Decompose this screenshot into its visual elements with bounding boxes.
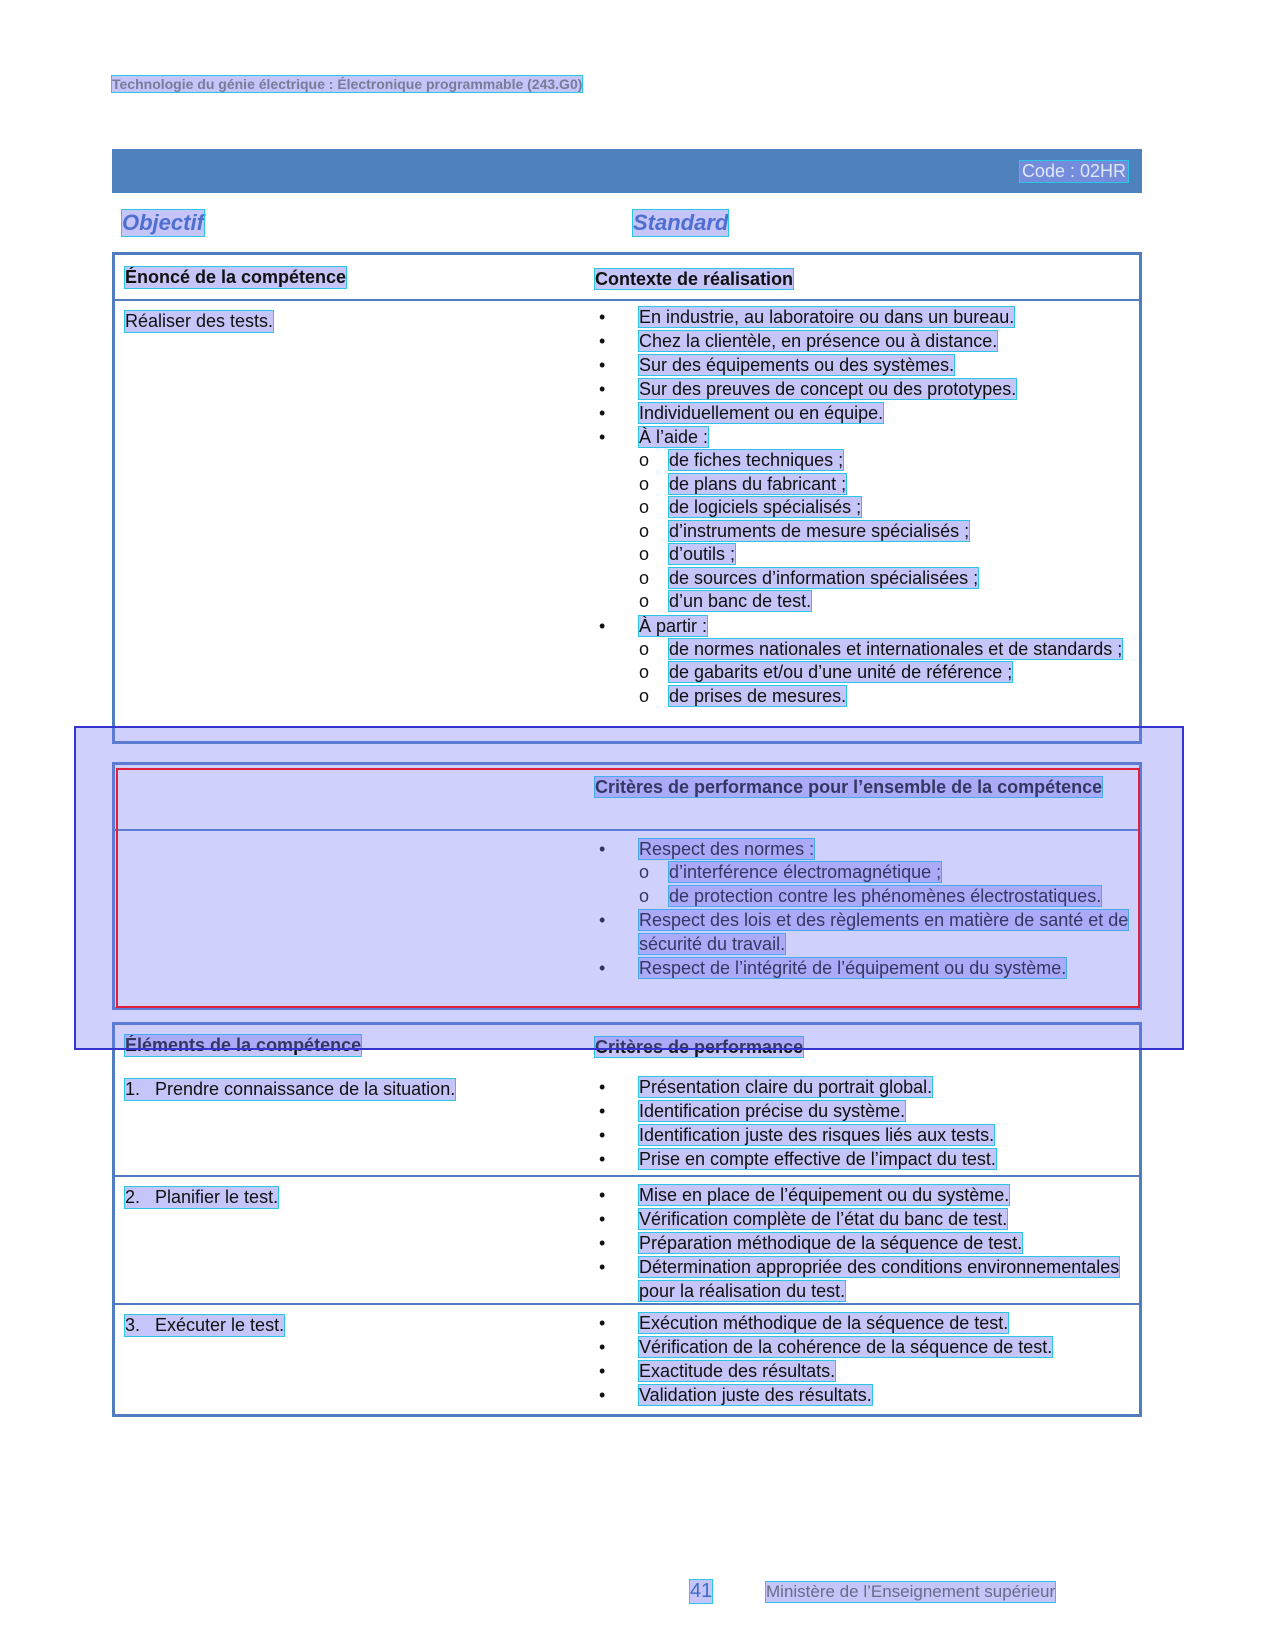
performance-criteria-heading: Critères de performance — [595, 1037, 804, 1057]
code-label: Code : 02HR — [1021, 161, 1126, 181]
sub-list-item — [595, 567, 1135, 591]
sub-list-item — [595, 496, 1135, 520]
criteria-list — [595, 1311, 1135, 1407]
sub-list-item — [595, 473, 1135, 497]
sub-list-item — [595, 449, 1135, 473]
competency-statement-heading: Énoncé de la compétence — [125, 267, 347, 287]
criteria-list — [595, 1075, 1135, 1171]
sub-list-item-text: de sources d’information spécialisées ; — [669, 567, 979, 588]
list-item — [595, 1231, 1135, 1255]
sub-list-item — [595, 861, 1135, 885]
list-item — [595, 425, 1135, 449]
list-item — [595, 837, 1135, 861]
list-item — [595, 908, 1135, 956]
global-criteria-table — [112, 762, 1142, 1010]
sub-list-item-text: de plans du fabricant ; — [669, 473, 847, 494]
sub-list-item — [595, 661, 1135, 685]
sub-list-item-text: de gabarits et/ou d’une unité de référence ; — [669, 662, 1013, 682]
sub-list-item — [595, 685, 1135, 709]
list-item — [595, 1255, 1135, 1303]
list-item-text: Mise en place de l’équipement ou du système. — [639, 1185, 1010, 1205]
sub-list-item-text: d’interférence électromagnétique ; — [669, 862, 942, 882]
sub-list-item-text: de fiches techniques ; — [669, 450, 844, 470]
element-row — [115, 1175, 1139, 1303]
sub-list-item — [595, 885, 1135, 909]
element-row — [115, 1303, 1139, 1413]
element-row — [115, 1069, 1139, 1175]
sub-list-item — [595, 590, 1135, 614]
elements-table-header — [115, 1025, 1139, 1069]
list-item-text: Respect des normes : — [639, 839, 815, 859]
global-criteria-list — [595, 837, 1135, 980]
list-item-text: Identification précise du système. — [639, 1101, 906, 1121]
list-item-text: Détermination appropriée des conditions environnementales pour la réalisation du test. — [639, 1257, 1120, 1301]
list-item-text: Sur des équipements ou des systèmes. — [639, 355, 955, 375]
list-item-text: En industrie, au laboratoire ou dans un bureau. — [639, 307, 1015, 327]
list-item-text: Préparation méthodique de la séquence de test. — [639, 1233, 1023, 1253]
list-item-text: Chez la clientèle, en présence ou à distance. — [639, 331, 998, 351]
list-item-text: Identification juste des risques liés aux tests. — [639, 1125, 995, 1145]
competency-statement: Réaliser des tests. — [125, 311, 274, 331]
list-item — [595, 1383, 1135, 1407]
list-item — [595, 401, 1135, 425]
list-item — [595, 1147, 1135, 1171]
sub-list-item — [595, 520, 1135, 544]
list-item-text: Vérification complète de l’état du banc de test. — [639, 1209, 1008, 1229]
list-item — [595, 1311, 1135, 1335]
sub-list-item — [595, 638, 1135, 662]
page-number: 41 — [690, 1580, 713, 1602]
list-item-text: Respect des lois et des règlements en matière de santé et de sécurité du travail. — [639, 910, 1129, 954]
list-item-text: Validation juste des résultats. — [639, 1385, 872, 1405]
list-item-text: Respect de l’intégrité de l’équipement ou du système. — [639, 958, 1067, 978]
list-item — [595, 353, 1135, 377]
context-list — [595, 305, 1135, 708]
global-criteria-body — [115, 829, 1139, 1009]
sub-list-item-text: d’un banc de test. — [669, 591, 812, 611]
element-label: 3. Exécuter le test. — [125, 1315, 285, 1335]
sub-list-item-text: d’outils ; — [669, 544, 736, 564]
global-criteria-header — [115, 765, 1139, 829]
sub-list-item-text: de logiciels spécialisés ; — [669, 497, 862, 517]
list-item — [595, 1359, 1135, 1383]
list-item — [595, 1335, 1135, 1359]
context-table-header — [115, 255, 1139, 299]
list-item — [595, 1207, 1135, 1231]
list-item-text: Prise en compte effective de l’impact du test. — [639, 1149, 996, 1169]
list-item — [595, 956, 1135, 980]
list-item-text: À partir : — [639, 615, 708, 636]
list-item-text: À l’aide : — [639, 427, 709, 447]
list-item-text: Exécution méthodique de la séquence de test. — [639, 1313, 1009, 1333]
element-criteria — [595, 1075, 1135, 1171]
running-header: Technologie du génie électrique : Électronique programmable (243.G0) — [112, 76, 583, 92]
list-item-text: Exactitude des résultats. — [639, 1361, 836, 1381]
list-item — [595, 1099, 1135, 1123]
footer-ministry: Ministère de l’Enseignement supérieur — [766, 1582, 1056, 1601]
list-item — [595, 1123, 1135, 1147]
elements-heading: Éléments de la compétence — [125, 1035, 362, 1055]
element-label: 2. Planifier le test. — [125, 1187, 279, 1207]
code-bar — [112, 149, 1142, 193]
sub-list-item-text: d’instruments de mesure spécialisés ; — [669, 520, 970, 541]
list-item-text: Sur des preuves de concept ou des prototypes. — [639, 379, 1017, 399]
sub-list-item-text: de prises de mesures. — [669, 685, 847, 706]
element-label: 1. Prendre connaissance de la situation. — [125, 1079, 456, 1099]
list-item — [595, 329, 1135, 353]
sub-list-item — [595, 543, 1135, 567]
list-item-text: Vérification de la cohérence de la séquence de test. — [639, 1337, 1053, 1357]
context-table-body — [115, 299, 1139, 741]
list-item-text: Présentation claire du portrait global. — [639, 1077, 933, 1097]
element-criteria — [595, 1183, 1135, 1303]
list-item — [595, 305, 1135, 329]
criteria-list — [595, 1183, 1135, 1303]
context-table — [112, 252, 1142, 744]
sub-list-item-text: de protection contre les phénomènes électrostatiques. — [669, 885, 1102, 906]
list-item — [595, 377, 1135, 401]
sub-list-item-text: de normes nationales et internationales et de standards ; — [669, 638, 1123, 659]
context-heading: Contexte de réalisation — [595, 269, 794, 289]
standard-title: Standard — [633, 210, 729, 235]
objective-title: Objectif — [122, 210, 204, 235]
list-item — [595, 1183, 1135, 1207]
list-item — [595, 614, 1135, 638]
elements-table — [112, 1022, 1142, 1417]
global-criteria-heading: Critères de performance pour l’ensemble de la compétence — [595, 777, 1103, 797]
element-criteria — [595, 1311, 1135, 1407]
list-item — [595, 1075, 1135, 1099]
list-item-text: Individuellement ou en équipe. — [639, 403, 884, 423]
